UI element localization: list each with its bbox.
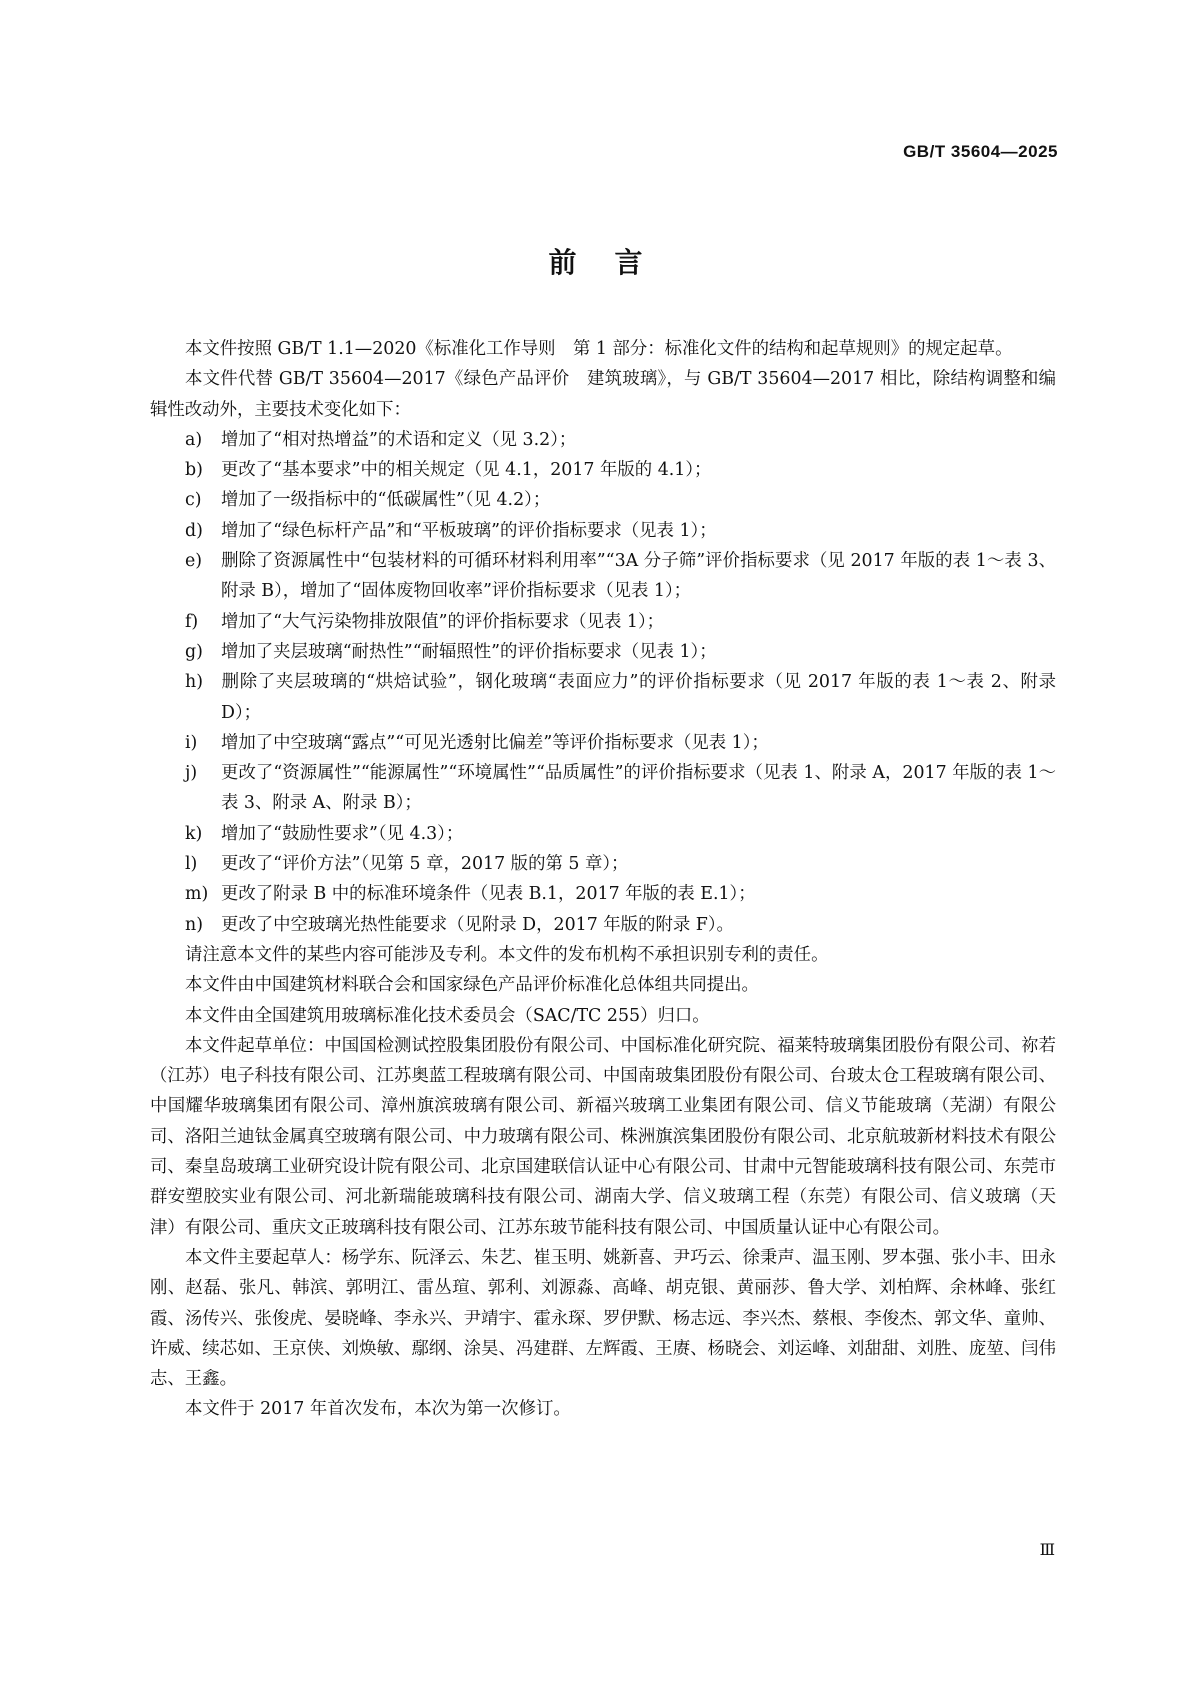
list-item-text: 删除了夹层玻璃的“烘焙试验”，钢化玻璃“表面应力”的评价指标要求（见 2017 年版的表 1～表 2、附录 D）； <box>221 672 1056 723</box>
list-marker: c) <box>185 490 202 511</box>
list-item <box>150 819 1056 849</box>
list-marker: a) <box>185 429 203 450</box>
list-item-text: 增加了“相对热增益”的术语和定义（见 3.2）； <box>221 429 577 450</box>
list-item-text: 更改了中空玻璃光热性能要求（见附录 D，2017 年版的附录 F）。 <box>221 914 734 935</box>
list-item <box>150 910 1056 940</box>
list-marker: f) <box>185 611 199 632</box>
list-item-text: 增加了“鼓励性要求”（见 4.3）； <box>221 823 464 844</box>
list-marker: k) <box>185 823 203 844</box>
list-item-text: 增加了中空玻璃“露点”“可见光透射比偏差”等评价指标要求（见表 1）； <box>221 732 769 753</box>
standard-code: GB/T 35604—2025 <box>903 142 1058 161</box>
list-item-text: 增加了一级指标中的“低碳属性”（见 4.2）； <box>221 490 551 511</box>
list-marker: i) <box>185 732 198 753</box>
publication-history: 本文件于 2017 年首次发布，本次为第一次修订。 <box>185 1399 571 1420</box>
list-item <box>150 485 1056 515</box>
list-item-text: 增加了“大气污染物排放限值”的评价指标要求（见表 1）； <box>221 611 665 632</box>
intro-paragraph: 本文件代替 GB/T 35604—2017《绿色产品评价 建筑玻璃》，与 GB/T 35604—2017 相比，除结构调整和编辑性改动外，主要技术变化如下： <box>150 369 1056 420</box>
list-marker: j) <box>185 763 198 784</box>
list-item <box>150 728 1056 758</box>
list-marker: e) <box>185 551 203 572</box>
list-item <box>150 516 1056 546</box>
document-body <box>150 334 1056 1425</box>
list-item-text: 更改了“基本要求”中的相关规定（见 4.1，2017 年版的 4.1）； <box>221 460 712 481</box>
list-item <box>150 879 1056 909</box>
list-item-text: 增加了“绿色标杆产品”和“平板玻璃”的评价指标要求（见表 1）； <box>221 520 717 541</box>
changes-list <box>150 425 1056 940</box>
committee-statement: 本文件由全国建筑用玻璃标准化技术委员会（SAC/TC 255）归口。 <box>185 1005 710 1026</box>
list-marker: n) <box>185 914 203 935</box>
list-item <box>150 758 1056 819</box>
list-item <box>150 849 1056 879</box>
list-marker: h) <box>185 672 203 693</box>
page-title: 前言 <box>548 246 681 279</box>
list-item <box>150 455 1056 485</box>
list-item <box>150 546 1056 607</box>
list-item-text: 删除了资源属性中“包装材料的可循环材料利用率”“3A 分子筛”评价指标要求（见 2017 年版的表 1～表 3、附录 B），增加了“固体废物回收率”评价指标要求（见表 1）； <box>221 551 1056 602</box>
list-item-text: 增加了夹层玻璃“耐热性”“耐辐照性”的评价指标要求（见表 1）； <box>221 641 717 662</box>
list-item-text: 更改了附录 B 中的标准环境条件（见表 B.1，2017 年版的表 E.1）； <box>221 884 756 905</box>
list-item-text: 更改了“评价方法”（见第 5 章，2017 版的第 5 章）； <box>221 854 629 875</box>
drafting-organizations: 本文件起草单位：中国国检测试控股集团股份有限公司、中国标准化研究院、福莱特玻璃集团股份有限公司、祢若（江苏）电子科技有限公司、江苏奥蓝工程玻璃有限公司、中国南玻集团股份有限公司、台玻太仓工程玻璃有限公司、中国耀华玻璃集团有限公司、漳州旗滨玻璃有限公司、新福兴玻璃工业集团有限公司、信义节能玻璃（芜湖）有限公司、洛阳兰迪钛金属真空玻璃有限公司、中力玻璃有限公司、株洲旗滨集团股份有限公司、北京航玻新材料技术有限公司、秦皇岛玻璃工业研究设计院有限公司、北京国建联信认证中心有限公司、甘肃中元智能玻璃科技有限公司、东莞市群安塑胶实业有限公司、河北新瑞能玻璃科技有限公司、湖南大学、信义玻璃工程（东莞）有限公司、信义玻璃（天津）有限公司、重庆文正玻璃科技有限公司、江苏东玻节能科技有限公司、中国质量认证中心有限公司。 <box>150 1035 1056 1238</box>
list-item <box>150 607 1056 637</box>
patent-notice: 请注意本文件的某些内容可能涉及专利。本文件的发布机构不承担识别专利的责任。 <box>185 944 829 965</box>
list-marker: m) <box>185 884 209 905</box>
list-marker: d) <box>185 520 203 541</box>
list-marker: l) <box>185 854 198 875</box>
drafters: 本文件主要起草人：杨学东、阮泽云、朱艺、崔玉明、姚新喜、尹巧云、徐秉声、温玉刚、罗本强、张小丰、田永刚、赵磊、张凡、韩滨、郭明江、雷丛瑄、郭利、刘源淼、高峰、胡克银、黄丽莎、鲁大学、刘柏辉、余林峰、张红霞、汤传兴、张俊虎、晏晓峰、李永兴、尹靖宇、霍永琛、罗伊默、杨志远、李兴杰、蔡根、李俊杰、郭文华、童帅、许威、续芯如、王京侠、刘焕敏、鄢纲、涂昊、冯建群、左辉霞、王赓、杨晓会、刘运峰、刘甜甜、刘胜、庞堃、闫伟志、王鑫。 <box>150 1247 1056 1390</box>
list-marker: b) <box>185 460 203 481</box>
list-marker: g) <box>185 641 203 662</box>
list-item-text: 更改了“资源属性”“能源属性”“环境属性”“品质属性”的评价指标要求（见表 1、附录 A，2017 年版的表 1～表 3、附录 A、附录 B）； <box>221 763 1056 814</box>
list-item <box>150 637 1056 667</box>
proposer-statement: 本文件由中国建筑材料联合会和国家绿色产品评价标准化总体组共同提出。 <box>185 975 759 996</box>
intro-paragraph: 本文件按照 GB/T 1.1—2020《标准化工作导则 第 1 部分：标准化文件的结构和起草规则》的规定起草。 <box>185 339 1013 359</box>
list-item <box>150 667 1056 728</box>
page-number: Ⅲ <box>1039 1540 1055 1559</box>
list-item <box>150 425 1056 455</box>
